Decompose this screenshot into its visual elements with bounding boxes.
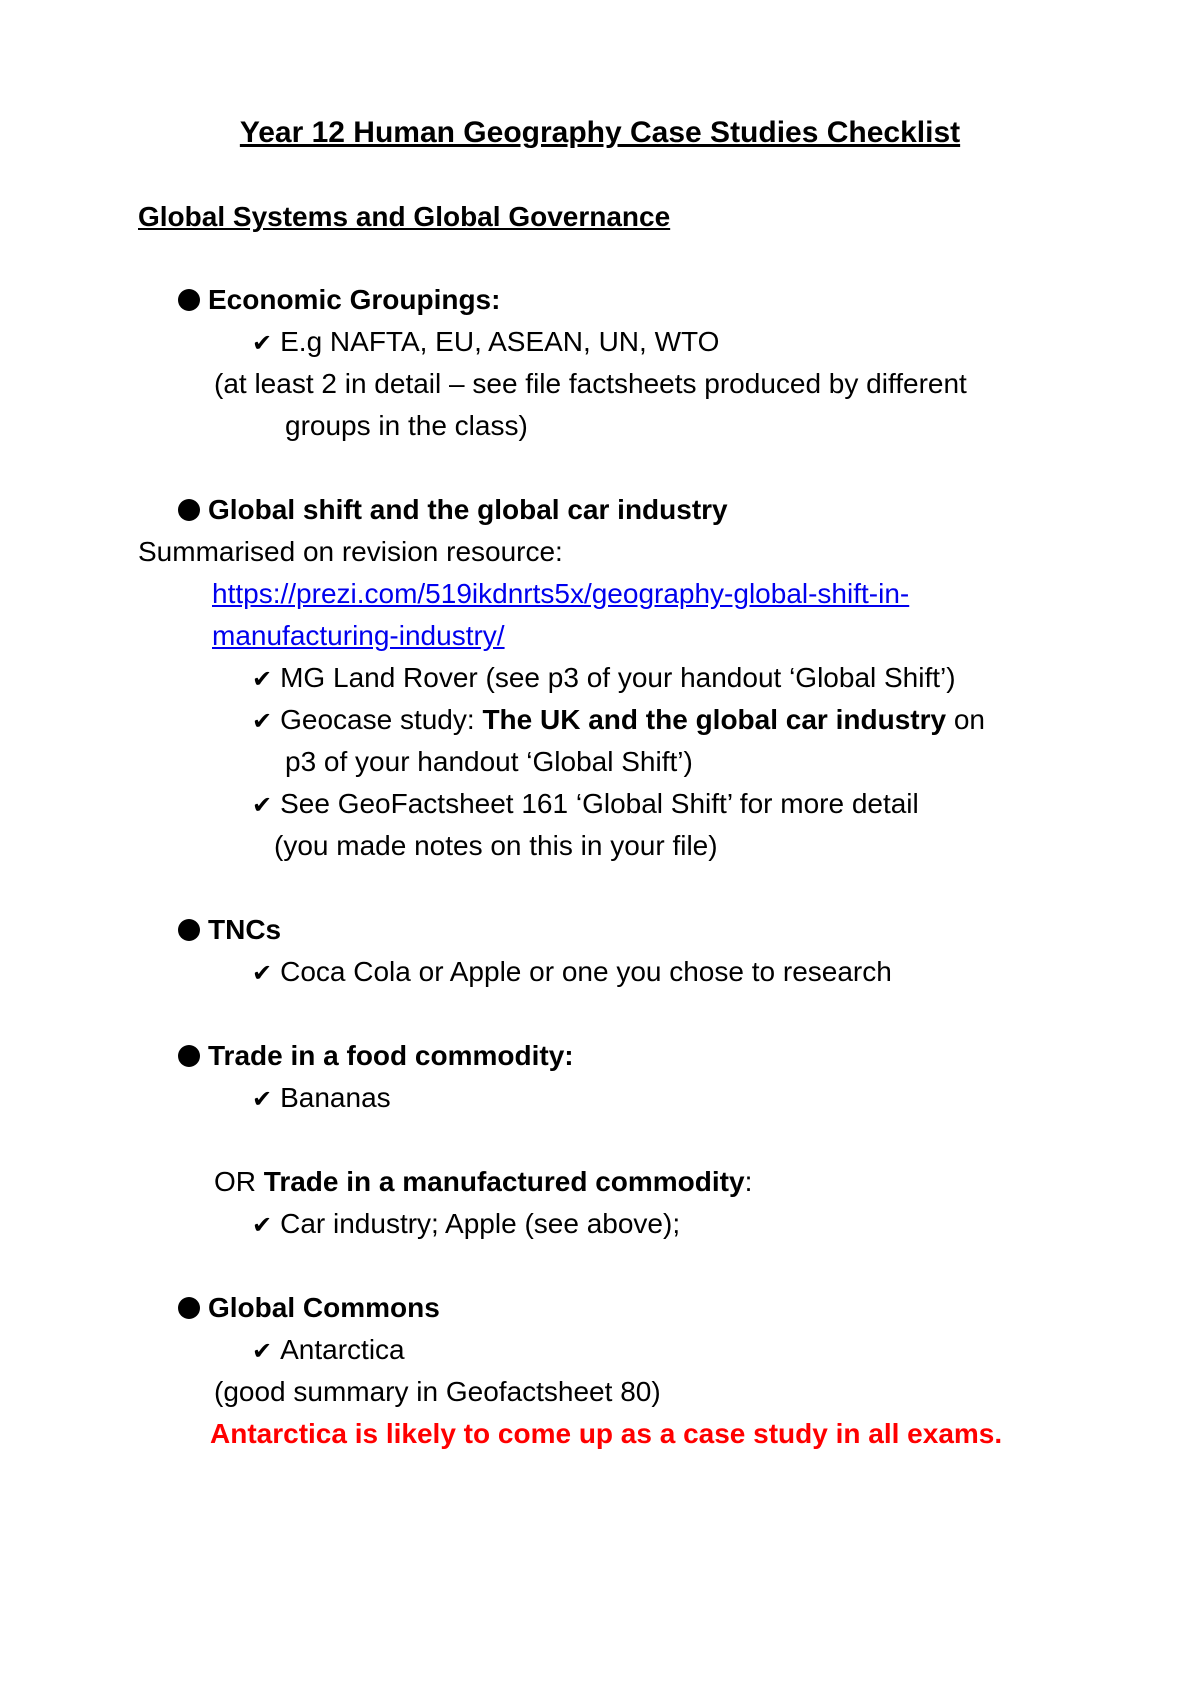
check-icon: ✔ xyxy=(252,707,273,735)
heading-text: TNCs xyxy=(208,914,282,945)
check-icon: ✔ xyxy=(252,329,273,357)
heading-text: Trade in a food commodity: xyxy=(208,1040,574,1071)
bullet-icon xyxy=(178,1297,200,1319)
item-continuation: p3 of your handout ‘Global Shift’) xyxy=(285,746,693,777)
heading-text: Global Commons xyxy=(208,1292,440,1323)
note-text: (you made notes on this in your file) xyxy=(274,830,718,861)
checklist-item xyxy=(252,658,956,698)
or-bold-text: Trade in a manufactured commodity xyxy=(263,1166,745,1197)
or-line xyxy=(214,1162,752,1202)
item-bold-text: The UK and the global car industry xyxy=(482,704,947,735)
bullet-icon xyxy=(178,919,200,941)
prezi-link[interactable]: https://prezi.com/519ikdnrts5x/geography-global-shift-in- xyxy=(212,578,910,609)
check-icon: ✔ xyxy=(252,791,273,819)
checklist-item xyxy=(252,784,919,824)
tncs-heading xyxy=(178,910,281,950)
check-icon: ✔ xyxy=(252,1337,273,1365)
or-suffix: : xyxy=(744,1166,753,1197)
food-trade-heading xyxy=(178,1036,574,1076)
item-text: Bananas xyxy=(280,1082,391,1113)
economic-groupings-heading xyxy=(178,280,500,320)
item-text-suffix: on xyxy=(946,704,986,735)
item-text: Antarctica xyxy=(280,1334,405,1365)
item-text: E.g NAFTA, EU, ASEAN, UN, WTO xyxy=(280,326,720,357)
summary-text: Summarised on revision resource: xyxy=(138,536,563,567)
item-text: MG Land Rover (see p3 of your handout ‘Global Shift’) xyxy=(280,662,956,693)
heading-text: Global shift and the global car industry xyxy=(208,494,728,525)
check-icon: ✔ xyxy=(252,1211,273,1239)
item-text: Car industry; Apple (see above); xyxy=(280,1208,681,1239)
heading-text: Economic Groupings: xyxy=(208,284,501,315)
checklist-item xyxy=(252,1330,405,1370)
item-text: Geocase study: xyxy=(280,704,483,735)
section-heading: Global Systems and Global Governance xyxy=(138,201,671,232)
bullet-icon xyxy=(178,1045,200,1067)
page-title: Year 12 Human Geography Case Studies Checklist xyxy=(239,116,961,149)
checklist-item xyxy=(252,1078,391,1118)
global-shift-heading xyxy=(178,490,728,530)
prezi-link-continued[interactable]: manufacturing-industry/ xyxy=(212,620,505,651)
item-text: Coca Cola or Apple or one you chose to research xyxy=(280,956,892,987)
check-icon: ✔ xyxy=(252,1085,273,1113)
checklist-item xyxy=(252,700,985,740)
bullet-icon xyxy=(178,289,200,311)
check-icon: ✔ xyxy=(252,665,273,693)
check-icon: ✔ xyxy=(252,959,273,987)
checklist-item xyxy=(252,952,892,992)
global-commons-heading xyxy=(178,1288,440,1328)
or-prefix: OR xyxy=(214,1166,264,1197)
note-text: groups in the class) xyxy=(285,410,528,441)
bullet-icon xyxy=(178,499,200,521)
note-text: (at least 2 in detail – see file factsheets produced by different xyxy=(214,368,967,399)
checklist-item xyxy=(252,1204,680,1244)
warning-text: Antarctica is likely to come up as a case study in all exams. xyxy=(210,1418,1003,1449)
note-text: (good summary in Geofactsheet 80) xyxy=(214,1376,661,1407)
item-text: See GeoFactsheet 161 ‘Global Shift’ for more detail xyxy=(280,788,919,819)
checklist-item xyxy=(252,322,719,362)
